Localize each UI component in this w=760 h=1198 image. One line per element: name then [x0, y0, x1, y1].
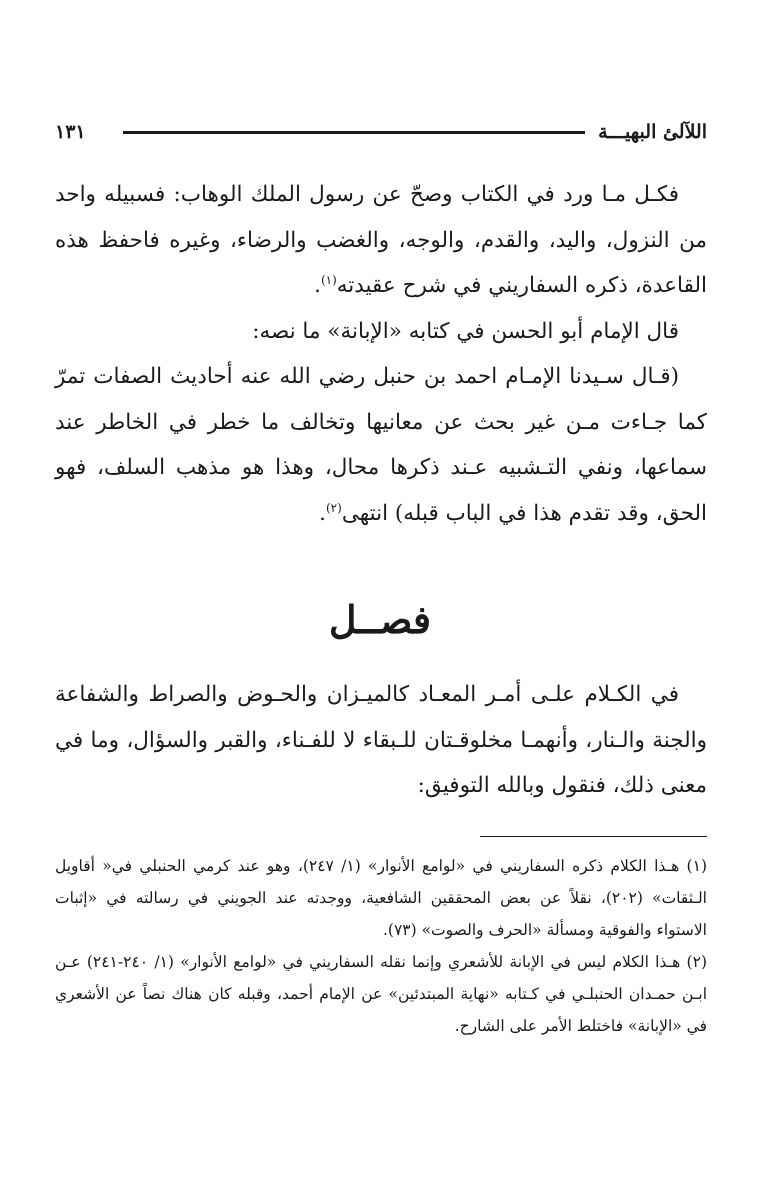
paragraph-1-text: فكـل مـا ورد في الكتاب وصحّ عن رسول الملك الوهاب: فسبيله واحد من النزول، واليد، والقدم، والوجه، والغضب والرضاء، وغيره فاحفظ هذه القاعدة، ذكره السفاريني في شرح عقيدته	[55, 182, 707, 298]
header-rule	[123, 131, 585, 134]
paragraph-4: في الكـلام علـى أمـر المعـاد كالميـزان والحـوض والصراط والشفاعة والجنة والـنار، وأنهمـا مخلوقـتان للـبقاء لا للفـناء، والقبر والسؤال، وما في معنى ذلك، فنقول وبالله التوفيق:	[55, 682, 707, 798]
footnote-separator	[480, 836, 707, 837]
footnotes	[55, 850, 707, 1042]
paragraph-3-text: (قـال سـيدنا الإمـام احمد بن حنبل رضي الله عنه أحاديث الصفات تمرّ كما جـاءت مـن غير بحث عن معانيها وتخالف ما خطر في الخاطر عند سماعها، ونفي التـشبيه عـند ذكرها محال، وهذا هو مذهب السلف، فهو الحق، وقد تقدم هذا في الباب قبله) انتهى	[55, 364, 707, 526]
footnote-2	[55, 946, 707, 1042]
footnote-ref-1: (١)	[320, 272, 337, 287]
footnote-text: هـذا الكلام ذكره السفاريني في «لوامع الأنوار» (١/ ٢٤٧)، وهو عند كرمي الحنبلي في« أقاويل الـثقات» (٢٠٢)، نقلاً عن بعض المحققين الشافعية، ووجدته عند الجويني في رسالته في «إثبات الاستواء والفوقية ومسألة «الحرف والصوت» (٧٣).	[55, 857, 707, 939]
text-block-1	[55, 172, 707, 536]
paragraph-1-end: .	[314, 273, 321, 298]
page-number: ١٣١	[55, 121, 86, 143]
paragraph-2: قال الإمام أبو الحسن في كتابه «الإبانة» ما نصه:	[252, 318, 679, 344]
footnote-text: هـذا الكلام ليس في الإبانة للأشعري وإنما نقله السفاريني في «لوامع الأنوار» (١/ ٢٤٠-٢٤١) عـن ابـن حمـدان الحنبلـي في كـتابه «نهاية المبتدئين» عن الإمام أحمد، وقبله كان هناك نصاً عن الأشعري في «الإبانة» فاختلط الأمر على الشارح.	[55, 953, 707, 1035]
paragraph-1	[55, 172, 707, 309]
footnote-number: (١)	[686, 857, 707, 875]
running-header	[55, 118, 707, 146]
section-heading: فصــل	[328, 597, 432, 642]
footnote-1	[55, 850, 707, 946]
paragraph-3	[55, 354, 707, 536]
book-title: اللآلئ البهيـــة	[598, 121, 707, 143]
footnote-ref-2: (٢)	[325, 500, 342, 515]
paragraph-3-end: .	[319, 500, 326, 526]
footnote-number: (٢)	[686, 953, 707, 971]
text-block-2	[55, 672, 707, 809]
